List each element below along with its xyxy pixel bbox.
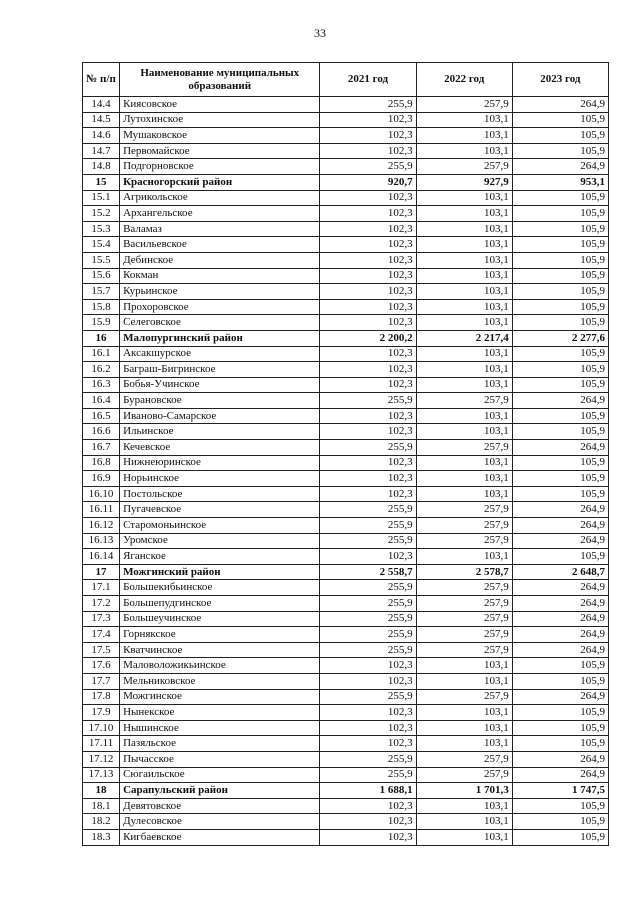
value-2023: 264,9 <box>512 627 608 643</box>
row-number: 16.4 <box>83 393 120 409</box>
value-2021: 102,3 <box>320 549 416 565</box>
table-row <box>83 502 609 518</box>
value-2022: 257,9 <box>416 518 512 534</box>
value-2023: 264,9 <box>512 159 608 175</box>
row-number: 17.1 <box>83 580 120 596</box>
row-number: 15.7 <box>83 284 120 300</box>
value-2021: 255,9 <box>320 533 416 549</box>
value-2023: 105,9 <box>512 299 608 315</box>
row-name: Можгинский район <box>120 564 320 580</box>
row-number: 17.12 <box>83 751 120 767</box>
value-2022: 257,9 <box>416 642 512 658</box>
value-2021: 255,9 <box>320 97 416 113</box>
table-row <box>83 751 609 767</box>
row-number: 17.9 <box>83 705 120 721</box>
value-2023: 105,9 <box>512 237 608 253</box>
value-2023: 264,9 <box>512 502 608 518</box>
value-2022: 257,9 <box>416 533 512 549</box>
row-number: 15.9 <box>83 315 120 331</box>
table-row <box>83 112 609 128</box>
row-name: Лутохинское <box>120 112 320 128</box>
table-row <box>83 315 609 331</box>
row-name: Кигбаевское <box>120 829 320 845</box>
value-2022: 103,1 <box>416 221 512 237</box>
value-2022: 103,1 <box>416 455 512 471</box>
value-2023: 264,9 <box>512 642 608 658</box>
row-name: Бобья-Учинское <box>120 377 320 393</box>
value-2023: 105,9 <box>512 377 608 393</box>
header-2021: 2021 год <box>320 63 416 97</box>
table-row <box>83 549 609 565</box>
value-2023: 105,9 <box>512 206 608 222</box>
value-2021: 102,3 <box>320 658 416 674</box>
value-2021: 102,3 <box>320 408 416 424</box>
value-2021: 102,3 <box>320 829 416 845</box>
value-2021: 920,7 <box>320 174 416 190</box>
row-number: 17.11 <box>83 736 120 752</box>
row-name: Прохоровское <box>120 299 320 315</box>
row-name: Дулесовское <box>120 814 320 830</box>
row-number: 16 <box>83 330 120 346</box>
value-2022: 103,1 <box>416 486 512 502</box>
table-row <box>83 720 609 736</box>
value-2023: 105,9 <box>512 486 608 502</box>
value-2023: 264,9 <box>512 393 608 409</box>
value-2021: 2 558,7 <box>320 564 416 580</box>
table-row <box>83 673 609 689</box>
row-number: 16.1 <box>83 346 120 362</box>
value-2022: 257,9 <box>416 767 512 783</box>
value-2022: 103,1 <box>416 206 512 222</box>
table-row <box>83 829 609 845</box>
table-row <box>83 580 609 596</box>
row-number: 15.3 <box>83 221 120 237</box>
value-2022: 103,1 <box>416 315 512 331</box>
value-2023: 105,9 <box>512 658 608 674</box>
row-name: Селеговское <box>120 315 320 331</box>
row-name: Бурановское <box>120 393 320 409</box>
value-2023: 105,9 <box>512 720 608 736</box>
value-2021: 102,3 <box>320 268 416 284</box>
value-2023: 105,9 <box>512 455 608 471</box>
table-row <box>83 284 609 300</box>
value-2022: 257,9 <box>416 627 512 643</box>
value-2022: 2 578,7 <box>416 564 512 580</box>
value-2021: 255,9 <box>320 642 416 658</box>
row-number: 17.13 <box>83 767 120 783</box>
allocation-table <box>82 62 609 846</box>
table-row <box>83 362 609 378</box>
table-body <box>83 97 609 846</box>
value-2022: 257,9 <box>416 580 512 596</box>
value-2023: 264,9 <box>512 440 608 456</box>
row-name: Архангельское <box>120 206 320 222</box>
value-2021: 102,3 <box>320 284 416 300</box>
row-number: 17.8 <box>83 689 120 705</box>
value-2022: 2 217,4 <box>416 330 512 346</box>
table-row <box>83 814 609 830</box>
value-2021: 102,3 <box>320 455 416 471</box>
row-number: 15.1 <box>83 190 120 206</box>
table-row <box>83 518 609 534</box>
value-2022: 257,9 <box>416 596 512 612</box>
value-2022: 103,1 <box>416 720 512 736</box>
value-2021: 102,3 <box>320 346 416 362</box>
value-2023: 105,9 <box>512 128 608 144</box>
row-number: 16.5 <box>83 408 120 424</box>
value-2021: 255,9 <box>320 751 416 767</box>
row-number: 17 <box>83 564 120 580</box>
row-number: 18.3 <box>83 829 120 845</box>
value-2022: 103,1 <box>416 346 512 362</box>
value-2021: 102,3 <box>320 221 416 237</box>
value-2021: 102,3 <box>320 112 416 128</box>
row-name: Маловоложикьинское <box>120 658 320 674</box>
district-total-row <box>83 174 609 190</box>
table-row <box>83 627 609 643</box>
value-2023: 264,9 <box>512 767 608 783</box>
value-2021: 102,3 <box>320 814 416 830</box>
table-row <box>83 596 609 612</box>
row-number: 16.10 <box>83 486 120 502</box>
value-2023: 105,9 <box>512 268 608 284</box>
value-2021: 102,3 <box>320 486 416 502</box>
row-number: 16.7 <box>83 440 120 456</box>
table-row <box>83 736 609 752</box>
row-name: Валамаз <box>120 221 320 237</box>
value-2022: 103,1 <box>416 377 512 393</box>
row-number: 16.9 <box>83 471 120 487</box>
row-name: Мушаковское <box>120 128 320 144</box>
value-2022: 103,1 <box>416 362 512 378</box>
page-number: 33 <box>314 26 326 40</box>
table-row <box>83 486 609 502</box>
value-2023: 105,9 <box>512 798 608 814</box>
value-2021: 102,3 <box>320 362 416 378</box>
table-row <box>83 658 609 674</box>
row-name: Пазяльское <box>120 736 320 752</box>
value-2022: 103,1 <box>416 237 512 253</box>
row-number: 16.13 <box>83 533 120 549</box>
value-2023: 264,9 <box>512 751 608 767</box>
value-2021: 102,3 <box>320 720 416 736</box>
value-2023: 105,9 <box>512 408 608 424</box>
value-2021: 102,3 <box>320 143 416 159</box>
table-row <box>83 268 609 284</box>
row-number: 15.6 <box>83 268 120 284</box>
row-name: Красногорский район <box>120 174 320 190</box>
value-2023: 105,9 <box>512 221 608 237</box>
row-name: Курьинское <box>120 284 320 300</box>
header-2023: 2023 год <box>512 63 608 97</box>
district-total-row <box>83 564 609 580</box>
value-2023: 2 648,7 <box>512 564 608 580</box>
value-2023: 264,9 <box>512 596 608 612</box>
value-2022: 257,9 <box>416 440 512 456</box>
value-2023: 105,9 <box>512 736 608 752</box>
row-number: 16.2 <box>83 362 120 378</box>
value-2023: 264,9 <box>512 580 608 596</box>
table-row <box>83 237 609 253</box>
row-name: Старомоньинское <box>120 518 320 534</box>
table-row <box>83 206 609 222</box>
value-2022: 257,9 <box>416 502 512 518</box>
value-2023: 264,9 <box>512 97 608 113</box>
value-2022: 103,1 <box>416 190 512 206</box>
value-2021: 102,3 <box>320 252 416 268</box>
value-2022: 103,1 <box>416 549 512 565</box>
value-2021: 255,9 <box>320 440 416 456</box>
row-number: 18.2 <box>83 814 120 830</box>
row-name: Иваново-Самарское <box>120 408 320 424</box>
value-2021: 255,9 <box>320 159 416 175</box>
value-2023: 105,9 <box>512 112 608 128</box>
row-name: Нынекское <box>120 705 320 721</box>
table-row <box>83 299 609 315</box>
row-number: 16.8 <box>83 455 120 471</box>
value-2021: 102,3 <box>320 471 416 487</box>
value-2023: 105,9 <box>512 143 608 159</box>
value-2022: 103,1 <box>416 284 512 300</box>
row-name: Большекибьинское <box>120 580 320 596</box>
value-2023: 105,9 <box>512 814 608 830</box>
row-name: Постольское <box>120 486 320 502</box>
row-name: Баграш-Бигринское <box>120 362 320 378</box>
value-2023: 264,9 <box>512 611 608 627</box>
value-2021: 102,3 <box>320 736 416 752</box>
row-name: Сюгаильское <box>120 767 320 783</box>
value-2021: 255,9 <box>320 502 416 518</box>
value-2023: 264,9 <box>512 533 608 549</box>
value-2022: 103,1 <box>416 814 512 830</box>
row-number: 17.2 <box>83 596 120 612</box>
row-number: 16.11 <box>83 502 120 518</box>
table-row <box>83 705 609 721</box>
value-2021: 255,9 <box>320 627 416 643</box>
value-2022: 103,1 <box>416 705 512 721</box>
row-number: 14.5 <box>83 112 120 128</box>
value-2022: 257,9 <box>416 393 512 409</box>
table-row <box>83 346 609 362</box>
table-row <box>83 190 609 206</box>
table-row <box>83 97 609 113</box>
value-2022: 1 701,3 <box>416 783 512 799</box>
row-name: Девятовское <box>120 798 320 814</box>
row-name: Пугачевское <box>120 502 320 518</box>
row-number: 17.7 <box>83 673 120 689</box>
district-total-row <box>83 783 609 799</box>
value-2023: 105,9 <box>512 424 608 440</box>
value-2022: 257,9 <box>416 689 512 705</box>
value-2023: 105,9 <box>512 190 608 206</box>
value-2023: 105,9 <box>512 549 608 565</box>
table-row <box>83 252 609 268</box>
value-2021: 102,3 <box>320 424 416 440</box>
value-2023: 105,9 <box>512 673 608 689</box>
value-2022: 103,1 <box>416 299 512 315</box>
header-2022: 2022 год <box>416 63 512 97</box>
row-number: 15.4 <box>83 237 120 253</box>
row-number: 14.4 <box>83 97 120 113</box>
row-name: Агрикольское <box>120 190 320 206</box>
row-number: 17.6 <box>83 658 120 674</box>
row-name: Норьинское <box>120 471 320 487</box>
value-2021: 102,3 <box>320 206 416 222</box>
row-number: 16.3 <box>83 377 120 393</box>
row-number: 17.3 <box>83 611 120 627</box>
row-number: 18.1 <box>83 798 120 814</box>
row-number: 15 <box>83 174 120 190</box>
value-2021: 102,3 <box>320 237 416 253</box>
table-row <box>83 221 609 237</box>
value-2022: 103,1 <box>416 471 512 487</box>
value-2022: 103,1 <box>416 798 512 814</box>
row-number: 16.14 <box>83 549 120 565</box>
value-2021: 102,3 <box>320 190 416 206</box>
value-2022: 257,9 <box>416 611 512 627</box>
row-number: 17.10 <box>83 720 120 736</box>
value-2021: 255,9 <box>320 596 416 612</box>
table-row <box>83 533 609 549</box>
value-2023: 105,9 <box>512 315 608 331</box>
table-row <box>83 440 609 456</box>
table-row <box>83 143 609 159</box>
row-name: Мельниковское <box>120 673 320 689</box>
value-2023: 1 747,5 <box>512 783 608 799</box>
row-name: Дебинское <box>120 252 320 268</box>
row-name: Яганское <box>120 549 320 565</box>
row-name: Кокман <box>120 268 320 284</box>
value-2022: 103,1 <box>416 673 512 689</box>
header-num: № п/п <box>83 63 120 97</box>
row-name: Большеучинское <box>120 611 320 627</box>
value-2022: 927,9 <box>416 174 512 190</box>
value-2022: 257,9 <box>416 751 512 767</box>
table-row <box>83 424 609 440</box>
value-2022: 103,1 <box>416 736 512 752</box>
row-name: Кечевское <box>120 440 320 456</box>
value-2021: 2 200,2 <box>320 330 416 346</box>
row-name: Малопургинский район <box>120 330 320 346</box>
row-number: 14.8 <box>83 159 120 175</box>
header-name: Наименование муниципальных образований <box>120 63 320 97</box>
table-row <box>83 377 609 393</box>
row-name: Кватчинское <box>120 642 320 658</box>
table-row <box>83 767 609 783</box>
row-name: Первомайское <box>120 143 320 159</box>
value-2021: 255,9 <box>320 611 416 627</box>
row-name: Аксакшурское <box>120 346 320 362</box>
table-row <box>83 642 609 658</box>
row-name: Уромское <box>120 533 320 549</box>
row-name: Можгинское <box>120 689 320 705</box>
value-2023: 105,9 <box>512 252 608 268</box>
row-number: 18 <box>83 783 120 799</box>
value-2022: 103,1 <box>416 408 512 424</box>
row-number: 15.8 <box>83 299 120 315</box>
table-row <box>83 408 609 424</box>
row-name: Ильинское <box>120 424 320 440</box>
table-row <box>83 611 609 627</box>
table-row <box>83 128 609 144</box>
table-row <box>83 159 609 175</box>
value-2021: 1 688,1 <box>320 783 416 799</box>
value-2022: 103,1 <box>416 252 512 268</box>
value-2022: 257,9 <box>416 159 512 175</box>
row-name: Сарапульский район <box>120 783 320 799</box>
row-number: 14.6 <box>83 128 120 144</box>
value-2021: 102,3 <box>320 705 416 721</box>
value-2023: 2 277,6 <box>512 330 608 346</box>
table-row <box>83 798 609 814</box>
value-2021: 102,3 <box>320 299 416 315</box>
value-2022: 103,1 <box>416 112 512 128</box>
row-name: Васильевское <box>120 237 320 253</box>
row-name: Нижнеюринское <box>120 455 320 471</box>
value-2021: 255,9 <box>320 518 416 534</box>
value-2022: 257,9 <box>416 97 512 113</box>
value-2023: 264,9 <box>512 689 608 705</box>
row-name: Нышинское <box>120 720 320 736</box>
row-number: 15.5 <box>83 252 120 268</box>
value-2023: 105,9 <box>512 471 608 487</box>
value-2023: 105,9 <box>512 346 608 362</box>
value-2022: 103,1 <box>416 268 512 284</box>
value-2023: 105,9 <box>512 829 608 845</box>
value-2023: 264,9 <box>512 518 608 534</box>
row-number: 16.6 <box>83 424 120 440</box>
value-2022: 103,1 <box>416 128 512 144</box>
value-2021: 102,3 <box>320 377 416 393</box>
value-2023: 953,1 <box>512 174 608 190</box>
value-2022: 103,1 <box>416 658 512 674</box>
row-number: 16.12 <box>83 518 120 534</box>
value-2022: 103,1 <box>416 829 512 845</box>
value-2021: 102,3 <box>320 315 416 331</box>
district-total-row <box>83 330 609 346</box>
row-name: Пычасское <box>120 751 320 767</box>
value-2021: 102,3 <box>320 673 416 689</box>
value-2023: 105,9 <box>512 284 608 300</box>
table-row <box>83 455 609 471</box>
value-2021: 255,9 <box>320 767 416 783</box>
value-2021: 102,3 <box>320 128 416 144</box>
row-name: Подгорновское <box>120 159 320 175</box>
value-2021: 102,3 <box>320 798 416 814</box>
table-row <box>83 393 609 409</box>
row-name: Большепудгинское <box>120 596 320 612</box>
value-2023: 105,9 <box>512 705 608 721</box>
row-number: 15.2 <box>83 206 120 222</box>
value-2021: 255,9 <box>320 393 416 409</box>
row-name: Горнякское <box>120 627 320 643</box>
row-name: Киясовское <box>120 97 320 113</box>
table-header-row <box>83 63 609 97</box>
value-2022: 103,1 <box>416 143 512 159</box>
value-2023: 105,9 <box>512 362 608 378</box>
value-2021: 255,9 <box>320 689 416 705</box>
table-row <box>83 471 609 487</box>
value-2022: 103,1 <box>416 424 512 440</box>
row-number: 14.7 <box>83 143 120 159</box>
row-number: 17.4 <box>83 627 120 643</box>
row-number: 17.5 <box>83 642 120 658</box>
table-row <box>83 689 609 705</box>
value-2021: 255,9 <box>320 580 416 596</box>
